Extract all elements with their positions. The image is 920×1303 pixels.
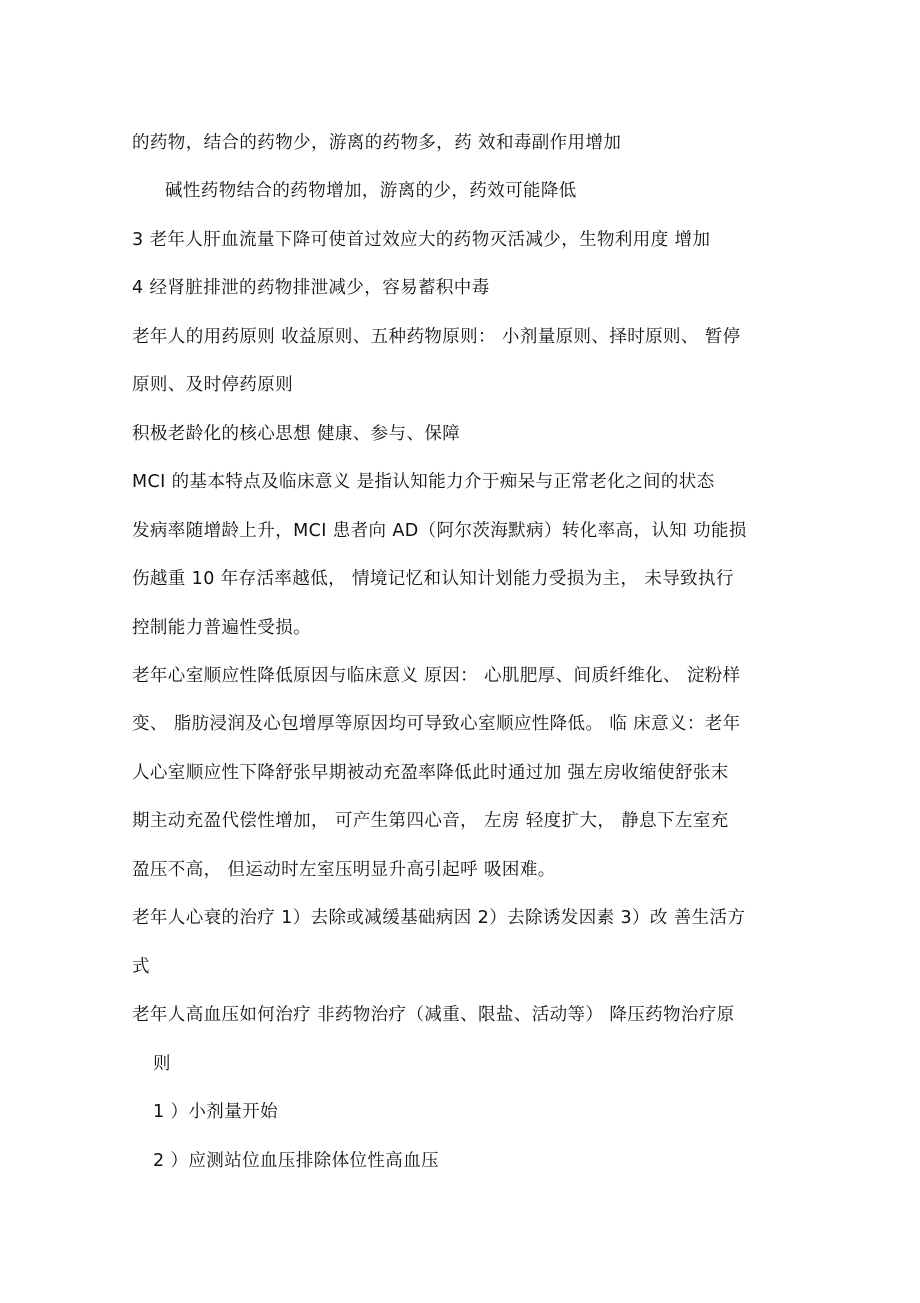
text-line: 老年人高血压如何治疗 非药物治疗（减重、限盐、活动等） 降压药物治疗原 bbox=[132, 1005, 735, 1025]
text-line: 伤越重 10 年存活率越低， 情境记忆和认知计划能力受损为主， 未导致执行 bbox=[132, 569, 734, 589]
text-line: 老年人心衰的治疗 1）去除或减缓基础病因 2）去除诱发因素 3）改 善生活方 bbox=[132, 908, 746, 928]
text-line: 变、 脂肪浸润及心包增厚等原因均可导致心室顺应性降低。 临 床意义：老年 bbox=[132, 714, 741, 734]
text-line: 发病率随增龄上升，MCI 患者向 AD（阿尔茨海默病）转化率高，认知 功能损 bbox=[132, 521, 747, 541]
text-line: 人心室顺应性下降舒张早期被动充盈率降低此时通过加 强左房收缩使舒张末 bbox=[132, 763, 729, 783]
text-line: 盈压不高， 但运动时左室压明显升高引起呼 吸困难。 bbox=[132, 860, 556, 880]
text-line: 积极老龄化的核心思想 健康、参与、保障 bbox=[132, 424, 461, 444]
text-line: 4 经肾脏排泄的药物排泄减少，容易蓄积中毒 bbox=[132, 278, 490, 298]
text-line: 1 ）小剂量开始 bbox=[153, 1102, 278, 1122]
text-line: 3 老年人肝血流量下降可使首过效应大的药物灭活减少，生物利用度 增加 bbox=[132, 230, 711, 250]
text-line: 老年人的用药原则 收益原则、五种药物原则： 小剂量原则、择时原则、 暂停 bbox=[132, 327, 741, 347]
text-line: 老年心室顺应性降低原因与临床意义 原因： 心肌肥厚、间质纤维化、 淀粉样 bbox=[132, 666, 741, 686]
text-line: 的药物，结合的药物少，游离的药物多，药 效和毒副作用增加 bbox=[132, 133, 622, 153]
text-line: MCI 的基本特点及临床意义 是指认知能力介于痴呆与正常老化之间的状态 bbox=[132, 472, 715, 492]
text-line: 原则、及时停药原则 bbox=[132, 375, 294, 395]
text-line: 2 ）应测站位血压排除体位性高血压 bbox=[153, 1151, 439, 1171]
text-line: 式 bbox=[132, 957, 150, 977]
text-line: 碱性药物结合的药物增加，游离的少，药效可能降低 bbox=[165, 181, 577, 201]
text-line: 控制能力普遍性受损。 bbox=[132, 618, 311, 638]
text-line: 期主动充盈代偿性增加， 可产生第四心音， 左房 轻度扩大， 静息下左室充 bbox=[132, 811, 729, 831]
text-line: 则 bbox=[153, 1054, 171, 1074]
